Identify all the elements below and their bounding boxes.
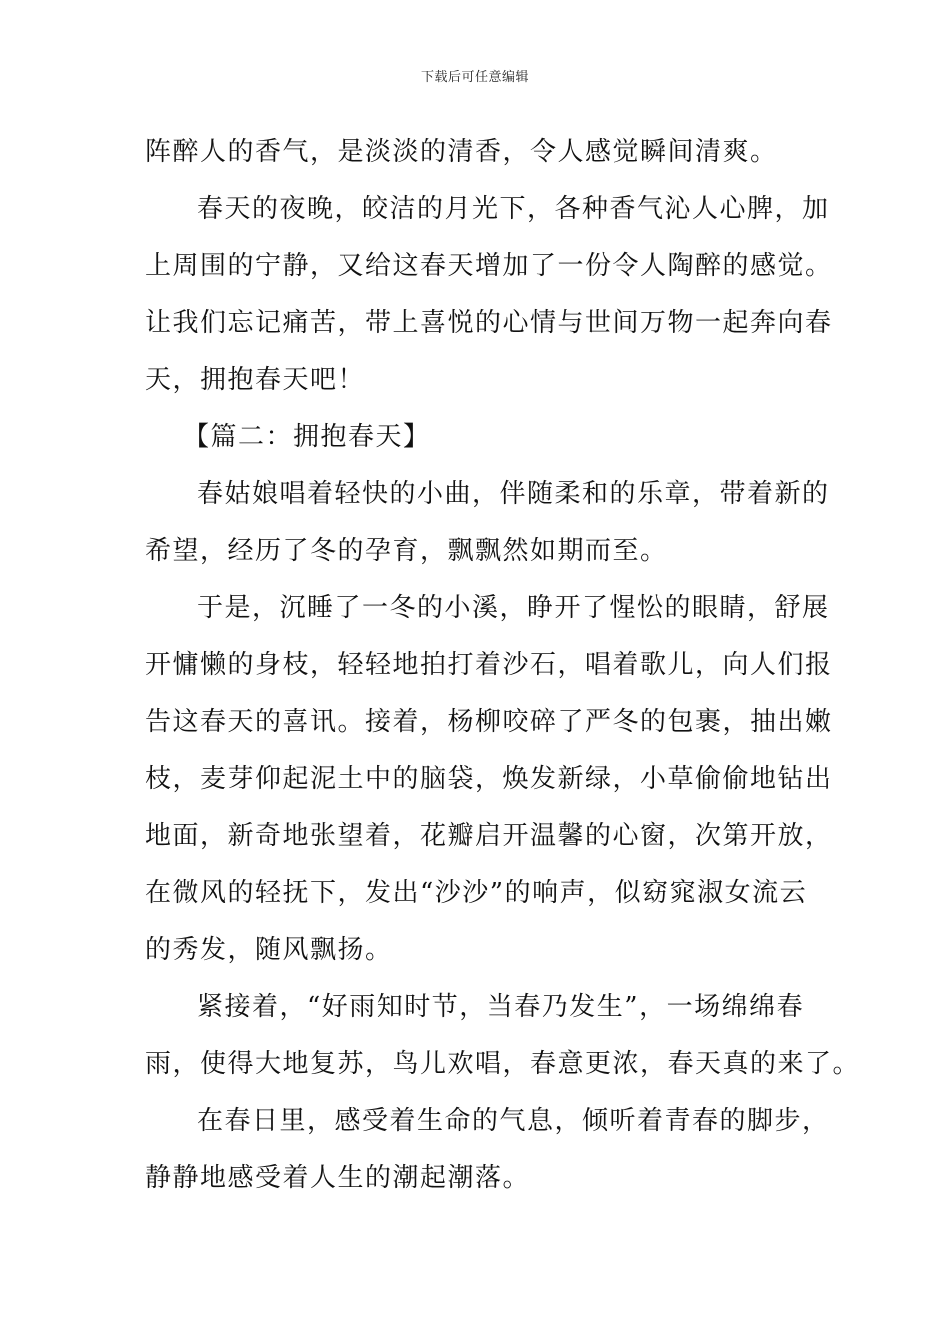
paragraph-line: 的秀发，随风飘扬。 bbox=[145, 935, 393, 965]
paragraph-line: 紧接着，“好雨知时节，当春乃发生”，一场绵绵春 bbox=[197, 992, 805, 1022]
paragraph-line: 上周围的宁静，又给这春天增加了一份令人陶醉的感觉。 bbox=[145, 251, 833, 281]
header-note: 下载后可任意编辑 bbox=[420, 70, 529, 85]
paragraph-line: 天，拥抱春天吧！ bbox=[145, 365, 366, 395]
paragraph-line: 春天的夜晚，皎洁的月光下，各种香气沁人心脾，加 bbox=[197, 194, 830, 224]
paragraph-line: 阵醉人的香气，是淡淡的清香，令人感觉瞬间清爽。 bbox=[145, 137, 778, 167]
paragraph-line: 在微风的轻抚下，发出“沙沙”的响声，似窈窕淑女流云 bbox=[145, 878, 808, 908]
paragraph-line: 春姑娘唱着轻快的小曲，伴随柔和的乐章，带着新的 bbox=[197, 479, 830, 509]
paragraph-line: 开慵懒的身枝，轻轻地拍打着沙石，唱着歌儿，向人们报 bbox=[145, 650, 833, 680]
paragraph-line: 枝，麦芽仰起泥土中的脑袋，焕发新绿，小草偷偷地钻出 bbox=[145, 764, 833, 794]
paragraph-line: 在春日里，感受着生命的气息，倾听着青春的脚步， bbox=[197, 1106, 830, 1136]
paragraph-line: 告这春天的喜讯。接着，杨柳咬碎了严冬的包裹，抽出嫩 bbox=[145, 707, 833, 737]
paragraph-line: 让我们忘记痛苦，带上喜悦的心情与世间万物一起奔向春 bbox=[145, 308, 833, 338]
paragraph-line: 于是，沉睡了一冬的小溪，睁开了惺忪的眼睛，舒展 bbox=[197, 593, 830, 623]
paragraph-line: 地面，新奇地张望着，花瓣启开温馨的心窗，次第开放， bbox=[145, 821, 833, 851]
article-body bbox=[145, 124, 861, 1207]
paragraph-line: 雨，使得大地复苏，鸟儿欢唱，春意更浓，春天真的来了。 bbox=[145, 1049, 861, 1079]
paragraph-line: 希望，经历了冬的孕育，飘飘然如期而至。 bbox=[145, 536, 668, 566]
paragraph-line: 静静地感受着人生的潮起潮落。 bbox=[145, 1163, 531, 1193]
section-heading: 【篇二：拥抱春天】 bbox=[183, 422, 431, 452]
